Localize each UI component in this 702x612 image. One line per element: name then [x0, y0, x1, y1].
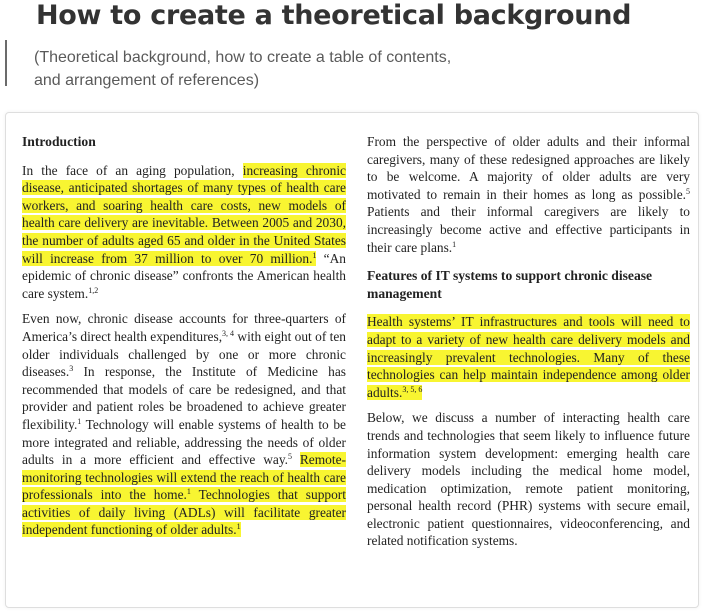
- text-run: From the perspective of older adults and their informal caregivers, many of these redesigned approaches are likely to be welcome. A majority of older adults are very motivated to remain in their homes as long as possible.: [367, 134, 690, 202]
- citation: 3, 4: [222, 328, 235, 338]
- citation: 1,2: [88, 285, 99, 295]
- text-run: Remote-monitoring technologies will extend the reach of health care professionals into the home.: [22, 452, 346, 503]
- citation: 5: [288, 452, 292, 462]
- right-column: [367, 133, 690, 550]
- paragraph-4: [367, 313, 690, 401]
- text-run: In response, the Institute of Medicine has recommended that models of care be redesigned, and that provider and patient roles be broadened to achieve greater flexibility.: [22, 364, 346, 432]
- text-run: Health systems’ IT infrastructures and tools will need to adapt to a variety of new health care delivery models and increasingly prevalent technologies. Many of these technologies can help maintain independence among older adults.: [367, 314, 690, 400]
- citation: 1: [236, 522, 241, 532]
- highlighted-text: [367, 314, 690, 399]
- text-run: increasing chronic disease, anticipated shortages of many types of health care workers, and soaring health care costs, new models of health care delivery are inevitable. Between 2005 and 2030, the number of adults aged 65 and older in the United States will increase from 37 million to over 70 million.: [22, 162, 347, 266]
- features-heading: Features of IT systems to support chronic disease management: [367, 268, 653, 301]
- paragraph-3: [367, 133, 690, 256]
- citation: 5: [686, 186, 690, 196]
- citation: 1: [452, 239, 457, 249]
- subtitle-line-2: and arrangement of references): [34, 72, 260, 89]
- citation: 3: [69, 364, 74, 374]
- citation: 1: [312, 250, 317, 260]
- introduction-heading: Introduction: [22, 134, 96, 149]
- accent-bar: [5, 40, 7, 86]
- citation: 1: [186, 487, 191, 497]
- text-run: In the face of an aging population,: [22, 162, 243, 178]
- text-run: [292, 452, 300, 467]
- document-excerpt: [5, 112, 699, 608]
- text-run: Even now, chronic disease accounts for three-quarters of America’s direct health expenditures,: [22, 311, 346, 344]
- highlighted-text: [22, 163, 346, 266]
- page-subtitle: [34, 46, 451, 92]
- paragraph-5: Below, we discuss a number of interacting health care trends and technologies that seem likely to influence future information system development: emerging health care delivery models including the medical home model, medication optimization, remote patient monitoring, personal health record (PHR) systems with secure email, electronic patient questionnaires, videoconferencing, and related notification systems.: [367, 410, 690, 549]
- text-run: Technologies that support activities of daily living (ADLs) will facilitate greater independent functioning of older adults.: [22, 487, 346, 538]
- paragraph-2: [22, 310, 346, 539]
- subtitle-line-1: (Theoretical background, how to create a table of contents,: [34, 49, 452, 66]
- page-title: How to create a theoretical background: [36, 0, 632, 31]
- page-header: [0, 0, 702, 100]
- text-run: Technology will enable systems of health to be more integrated and reliable, addressing the needs of older adults in a more efficient and effective way.: [22, 416, 346, 468]
- paragraph-1: [22, 162, 346, 303]
- left-column: [22, 133, 346, 539]
- citation: 1: [77, 416, 82, 426]
- text-run: Patients and their informal caregivers are likely to increasingly become active and effective participants in their care plans.: [367, 204, 690, 255]
- citation: 3, 5, 6: [402, 384, 423, 394]
- text-run: “An epidemic of chronic disease” confronts the American health care system.: [22, 250, 346, 301]
- text-run: with eight out of ten older individuals challenged by one or more chronic diseases.: [22, 328, 346, 380]
